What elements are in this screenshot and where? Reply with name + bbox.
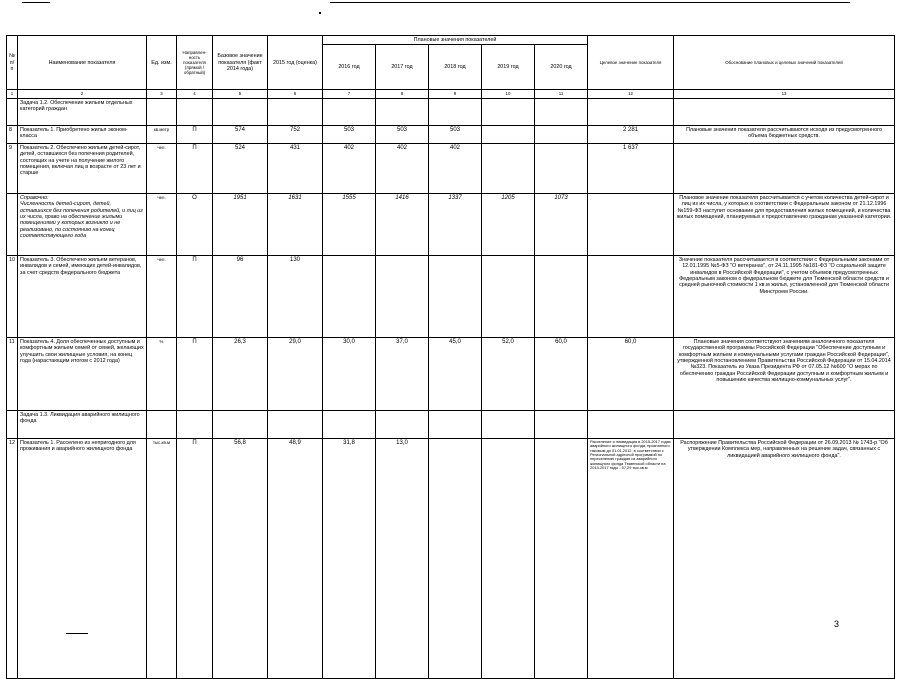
indicator-name: Показатель 1. Расселено из непригодного для проживания и аварийного жилищного фонда xyxy=(18,438,147,678)
value-cell: 29,0 xyxy=(268,337,323,410)
direction-cell: О xyxy=(177,193,213,255)
col-2017-header: 2017 год xyxy=(376,45,429,90)
value-cell: 13,0 xyxy=(376,438,429,678)
indicator-name: Показатель 2. Обеспечено жильем детей-сирот, детей, оставшихся без попечения родителей, состоящих на учете на получение жилого помещения, включая лиц в возрасте от 23 лет и старше xyxy=(18,143,147,193)
row-no: 12 xyxy=(7,438,18,678)
col-number: 10 xyxy=(482,90,535,98)
planned-values-header: Плановые значения показателей xyxy=(323,36,588,45)
value-cell: 1073 xyxy=(535,193,588,255)
value-cell: 31,8 xyxy=(323,438,376,678)
table-row xyxy=(7,438,895,678)
target-cell: 60,0 xyxy=(588,337,674,410)
col-2019-header: 2019 год xyxy=(482,45,535,90)
value-cell: 60,0 xyxy=(535,337,588,410)
direction-cell: П xyxy=(177,143,213,193)
col-number: 7 xyxy=(323,90,376,98)
value-cell: 574 xyxy=(213,125,268,143)
col-number: 4 xyxy=(177,90,213,98)
col-2015-header: 2015 год (оценка) xyxy=(268,36,323,90)
unit-cell: чел. xyxy=(147,193,177,255)
target-cell: 2 281 xyxy=(588,125,674,143)
value-cell: 503 xyxy=(429,125,482,143)
task-heading: Задача 1.2. Обеспечение жильем отдельных категорий граждан xyxy=(18,98,147,125)
column-number-row xyxy=(7,90,895,98)
rationale-cell: Распоряжение Правительства Российской Федерации от 26.09.2013 № 1743-р "Об утверждении Комплекса мер, направленных на решение задач, связанных с ликвидацией аварийного жилищного фонда". xyxy=(674,438,895,678)
rationale-cell xyxy=(674,143,895,193)
unit-cell: кв.метр xyxy=(147,125,177,143)
value-cell: 130 xyxy=(268,255,323,337)
top-right-rule xyxy=(330,2,850,3)
value-cell: 1631 xyxy=(268,193,323,255)
value-cell: 402 xyxy=(323,143,376,193)
value-cell: 52,0 xyxy=(482,337,535,410)
value-cell xyxy=(535,125,588,143)
value-cell: 56,8 xyxy=(213,438,268,678)
header-row-1 xyxy=(7,36,895,45)
value-cell: 402 xyxy=(429,143,482,193)
value-cell: 1951 xyxy=(213,193,268,255)
rationale-cell: Плановые значения соответствуют значениям аналогичного показателя государственной программы Российской Федерации "Обеспечение доступным и комфортным жильем и коммунальными услугами граждан Российской Федерации", утвержденной постановлением Правительства Российской Федерации от 15.04.2014 №323. Показатель из Указа Президента РФ от 07.05.12 №600 "О мерах по обеспечению граждан Российской Федерации доступным и комфортным жильем и повышению качества жилищно-коммунальных услуг". xyxy=(674,337,895,410)
col-target-header: Целевое значение показателя xyxy=(588,36,674,90)
value-cell xyxy=(429,438,482,678)
task-1-3-row xyxy=(7,410,895,438)
target-cell: 1 637 xyxy=(588,143,674,193)
rationale-cell: Плановые значения показателя рассчитываются исходя из предусмотренного объема бюджетных средств. xyxy=(674,125,895,143)
col-number: 8 xyxy=(376,90,429,98)
top-left-rule xyxy=(22,2,50,3)
value-cell xyxy=(482,143,535,193)
value-cell: 503 xyxy=(323,125,376,143)
value-cell xyxy=(482,125,535,143)
indicators-table xyxy=(6,35,895,679)
value-cell: 1416 xyxy=(376,193,429,255)
unit-cell: тыс.кв.м xyxy=(147,438,177,678)
rationale-cell: Значение показателя рассчитывается в соответствии с Федеральными законами от 12.01.1995 №5-ФЗ "О ветеранах", от 24.11.1995 №181-ФЗ "О социальной защите инвалидов в Российской Федерации", с учетом объемов предусмотренных Федеральным законом о федеральном бюджете для Тюменской области средств и средней рыночной стоимости 1 кв.м жилья, установленной для Тюменской области Минстроем России. xyxy=(674,255,895,337)
table-row xyxy=(7,255,895,337)
indicator-name: Показатель 1. Приобретено жилья эконом-класса xyxy=(18,125,147,143)
table-row xyxy=(7,337,895,410)
value-cell: 30,0 xyxy=(323,337,376,410)
col-number: 12 xyxy=(588,90,674,98)
task-1-2-row xyxy=(7,98,895,125)
col-number: 9 xyxy=(429,90,482,98)
col-number: 11 xyxy=(535,90,588,98)
value-cell: 26,3 xyxy=(213,337,268,410)
col-number: 2 xyxy=(18,90,147,98)
col-unit-header: Ед. изм. xyxy=(147,36,177,90)
col-number: 6 xyxy=(268,90,323,98)
col-2016-header: 2016 год xyxy=(323,45,376,90)
table-row-reference xyxy=(7,193,895,255)
direction-cell: П xyxy=(177,337,213,410)
indicator-name: Показатель 3. Обеспечено жильем ветеранов, инвалидов и семей, имеющих детей-инвалидов, за счет средств федерального бюджета xyxy=(18,255,147,337)
rationale-cell: Плановое значение показателя рассчитывается с учетом количества детей-сирот и лиц из их числа, у которых в соответствии с Федеральным законом от 21.12.1996 №159-ФЗ наступит основание для предоставления жилых помещений, и количества жилых помещений, планируемых к предоставлению гражданам указанной категории. xyxy=(674,193,895,255)
indicator-name: Показатель 4. Доля обеспеченных доступным и комфортным жильем семей от семей, желающих улучшить свои жилищные условия, на конец года (нарастающим итогом с 2012 года) xyxy=(18,337,147,410)
table-row xyxy=(7,125,895,143)
col-number: 1 xyxy=(7,90,18,98)
value-cell xyxy=(482,438,535,678)
value-cell: 48,9 xyxy=(268,438,323,678)
col-2020-header: 2020 год xyxy=(535,45,588,90)
task-heading: Задача 1.3. Ликвидация аварийного жилищного фонда xyxy=(18,410,147,438)
direction-cell: П xyxy=(177,438,213,678)
col-number: 3 xyxy=(147,90,177,98)
value-cell: 503 xyxy=(376,125,429,143)
value-cell: 402 xyxy=(376,143,429,193)
col-direction-header: Направлен-ность показателя (прямой / обратный) xyxy=(177,36,213,90)
col-no-header: № п/п xyxy=(7,36,18,90)
value-cell: 1205 xyxy=(482,193,535,255)
col-name-header: Наименование показателя xyxy=(18,36,147,90)
col-number: 5 xyxy=(213,90,268,98)
unit-cell: чел. xyxy=(147,143,177,193)
row-no: 9 xyxy=(7,143,18,193)
row-no: 8 xyxy=(7,125,18,143)
target-cell xyxy=(588,193,674,255)
scan-speck xyxy=(319,12,321,14)
value-cell xyxy=(535,438,588,678)
col-2018-header: 2018 год xyxy=(429,45,482,90)
value-cell xyxy=(323,255,376,337)
value-cell: 37,0 xyxy=(376,337,429,410)
table-row xyxy=(7,143,895,193)
value-cell xyxy=(535,143,588,193)
target-cell: Расселение и ликвидация в 2015-2017 годах аварийного жилищного фонда, признанного таковым до 01.01.2012, в соответствии с Региональной адресной программой по переселению граждан из аварийного жилищного фонда Тюменской области на 2013-2017 годы - 57,29 тыс.кв.м xyxy=(588,438,674,678)
col-number: 13 xyxy=(674,90,895,98)
row-no: 10 xyxy=(7,255,18,337)
value-cell xyxy=(376,255,429,337)
col-rationale-header: Обоснование плановых и целевых значений показателей xyxy=(674,36,895,90)
value-cell: 96 xyxy=(213,255,268,337)
value-cell xyxy=(429,255,482,337)
page-number: 3 xyxy=(834,619,840,629)
col-base-header: Базовое значение показателя (факт 2014 года) xyxy=(213,36,268,90)
value-cell: 752 xyxy=(268,125,323,143)
value-cell: 524 xyxy=(213,143,268,193)
value-cell xyxy=(482,255,535,337)
reference-label: Справочно: xyxy=(20,194,49,201)
unit-cell: чел. xyxy=(147,255,177,337)
row-no: 11 xyxy=(7,337,18,410)
reference-indicator xyxy=(18,193,147,255)
indicator-name: Численность детей-сирот, детей, оставшихся без попечения родителей, и лиц из их числа, право на обеспечение жилыми помещениями у которых возникло и не реализовано, по состоянию на конец соответствующего года xyxy=(20,201,143,240)
direction-cell: П xyxy=(177,255,213,337)
value-cell: 1555 xyxy=(323,193,376,255)
target-cell xyxy=(588,255,674,337)
unit-cell: % xyxy=(147,337,177,410)
value-cell: 1337 xyxy=(429,193,482,255)
direction-cell: П xyxy=(177,125,213,143)
value-cell xyxy=(535,255,588,337)
value-cell: 45,0 xyxy=(429,337,482,410)
value-cell: 431 xyxy=(268,143,323,193)
